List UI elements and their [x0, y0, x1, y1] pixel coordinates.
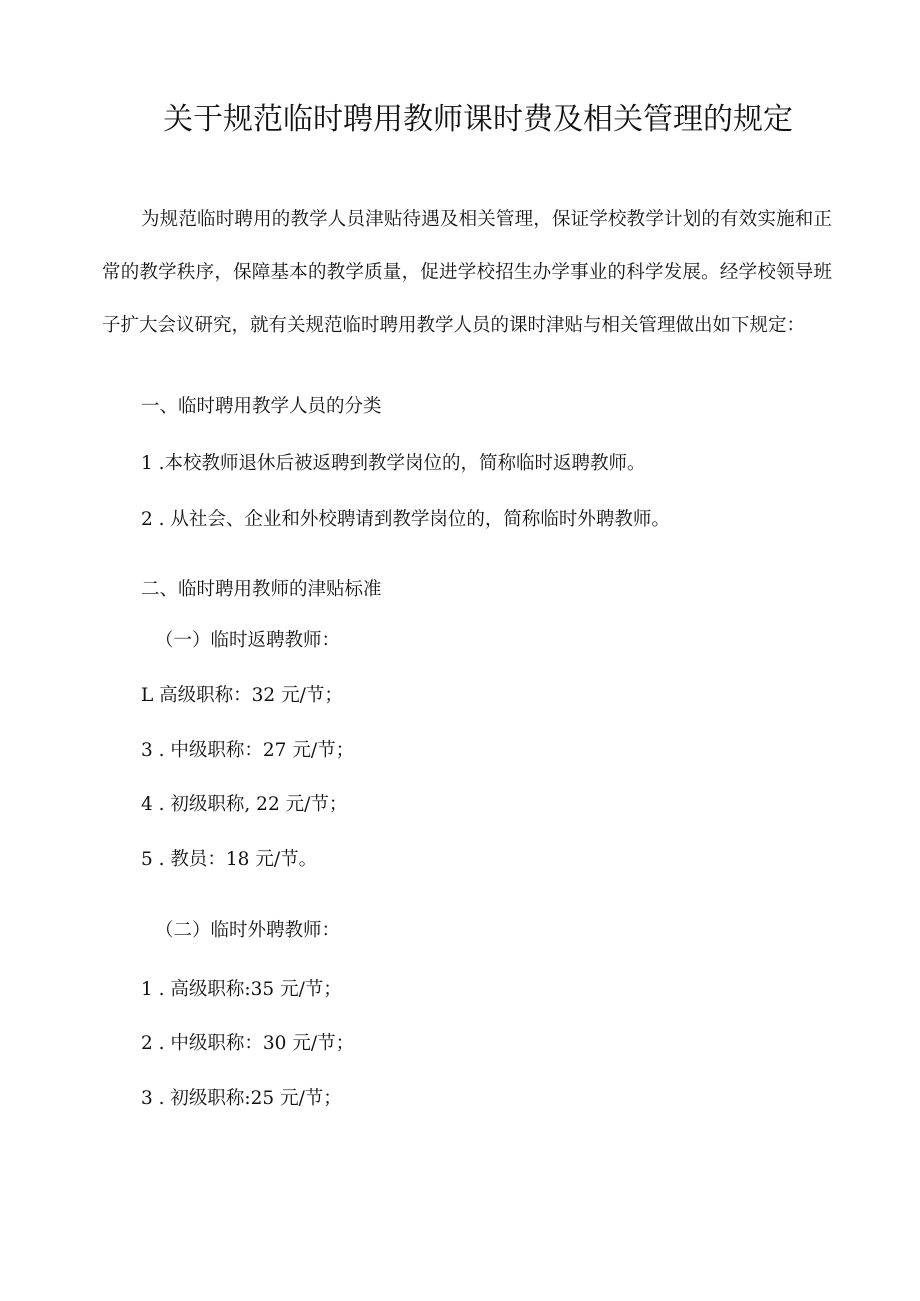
intro-paragraph: 为规范临时聘用的教学人员津贴待遇及相关管理，保证学校教学计划的有效实施和正常的教学秩序，保障基本的教学质量，促进学校招生办学事业的科学发展。经学校领导班子扩大会议研究，就有关规范临时聘用教学人员的课时津贴与相关管理做出如下规定：: [102, 209, 832, 336]
section-2-heading: 二、临时聘用教师的津贴标准: [141, 579, 382, 600]
list-item: 4 . 初级职称, 22 元/节；: [141, 794, 348, 815]
list-item: 3 . 中级职称：27 元/节；: [141, 740, 355, 761]
list-item: L 高级职称：32 元/节；: [141, 685, 343, 706]
subsection-1-heading: （一）临时返聘教师：: [155, 630, 341, 651]
list-item: 1 . 高级职称:35 元/节；: [141, 979, 342, 1000]
list-item: 2 . 从社会、企业和外校聘请到教学岗位的，简称临时外聘教师。: [141, 509, 670, 530]
subsection-2-heading: （二）临时外聘教师：: [155, 920, 341, 941]
section-1-heading: 一、临时聘用教学人员的分类: [141, 396, 382, 417]
list-item: 3 . 初级职称:25 元/节；: [141, 1088, 342, 1109]
list-item: 5 . 教员：18 元/节。: [141, 849, 318, 870]
list-item: 1 .本校教师退休后被返聘到教学岗位的，简称临时返聘教师。: [141, 453, 646, 474]
list-item: 2 . 中级职称：30 元/节；: [141, 1033, 355, 1054]
document-title: 关于规范临时聘用教师课时费及相关管理的规定: [163, 102, 793, 137]
